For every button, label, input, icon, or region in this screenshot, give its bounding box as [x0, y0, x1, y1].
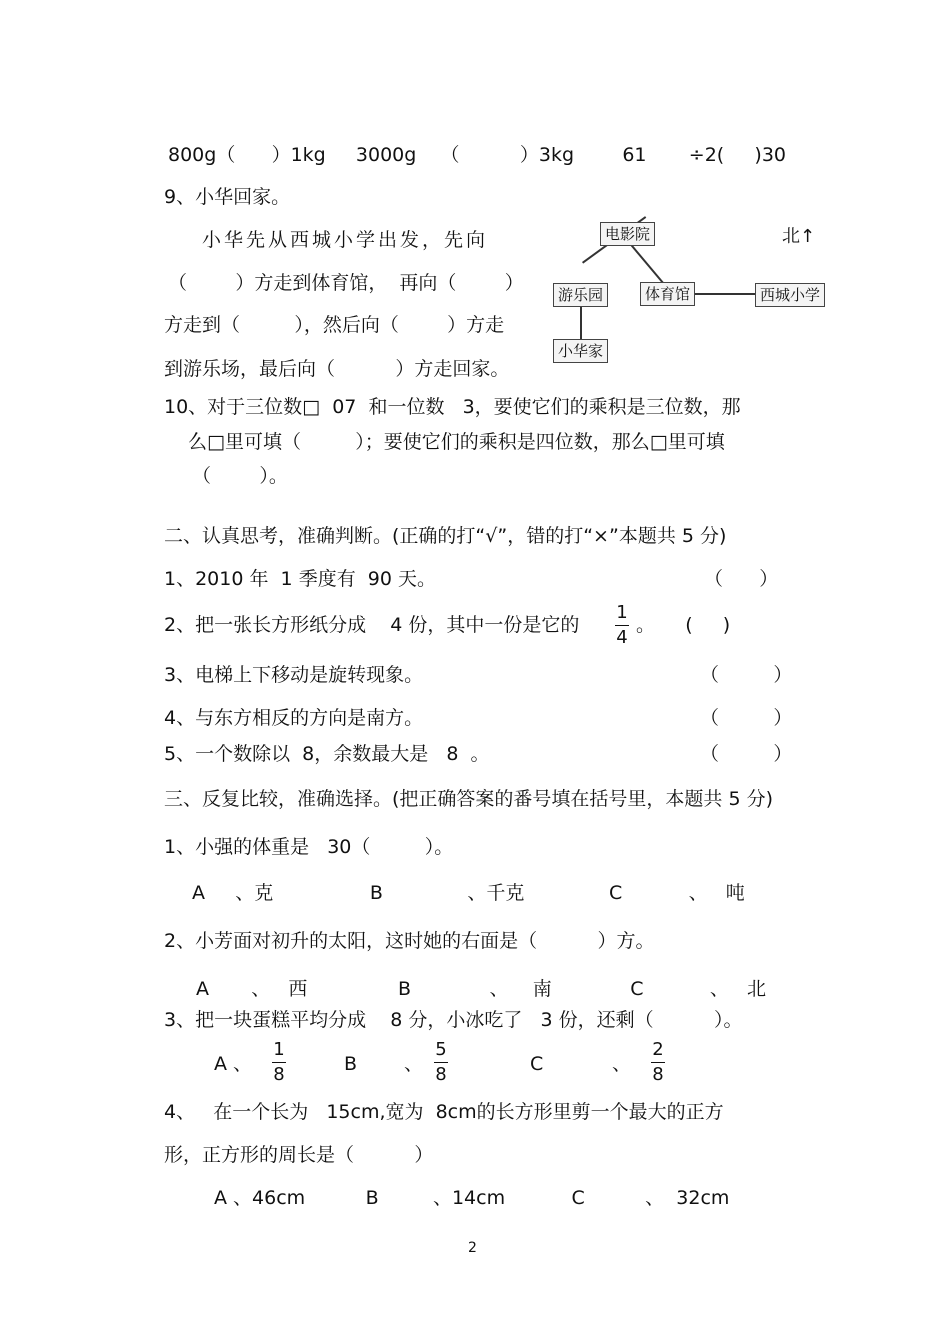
s3-q3-option-c: C — [530, 1053, 544, 1075]
map-line-gym-school — [691, 293, 755, 295]
section-3-title: 三、反复比较，准确选择。(把正确答案的番号填在括号里，本题共 5 分) — [164, 788, 773, 810]
q9-line-3: 方走到（ ），然后向（ ）方走 — [164, 314, 505, 336]
q9-title: 9、小华回家。 — [164, 186, 291, 208]
s2-q2: 2、把一张长方形纸分成 4 份，其中一份是它的 — [164, 614, 580, 636]
map-school: 西城小学 — [755, 283, 825, 307]
s2-q5: 5、一个数除以 8，余数最大是 8 。 — [164, 743, 490, 765]
compare-row: 800g（ ）1kg 3000g （ ）3kg 61 ÷2( )30 — [168, 144, 787, 166]
q10-line-1: 10、对于三位数□ 07 和一位数 3，要使它们的乘积是三位数，那 — [164, 396, 741, 418]
s3-q3-option-a: A 、 — [214, 1053, 253, 1075]
s3-q3-fraction-c: 2 8 — [652, 1039, 664, 1085]
section-2-title: 二、认真思考，准确判断。(正确的打“√”，错的打“×”本题共 5 分) — [164, 525, 727, 547]
direction-map — [548, 214, 828, 364]
s3-q1-options: A 、克 B 、千克 C 、 吨 — [192, 882, 745, 904]
s2-q2-end: 。 ( ) — [636, 614, 731, 636]
s2-q3: 3、电梯上下移动是旋转现象。 — [164, 664, 424, 686]
map-gym: 体育馆 — [640, 282, 695, 306]
map-line-park-home — [580, 306, 582, 340]
s3-q2: 2、小芳面对初升的太阳，这时她的右面是（ ）方。 — [164, 930, 655, 952]
north-arrow-label: 北↑ — [782, 226, 816, 247]
s3-q3-fraction-b: 5 8 — [435, 1039, 447, 1085]
q10-line-3: （ ）。 — [192, 465, 288, 487]
s2-q2-fraction: 1 4 — [616, 602, 628, 648]
s3-q3-option-c-sep: 、 — [612, 1053, 632, 1075]
s3-q1: 1、小强的体重是 30（ ）。 — [164, 836, 454, 858]
q9-line-1: 小华先从西城小学出发，先向 — [202, 229, 489, 251]
s2-q3-paren: （ ） — [700, 664, 793, 686]
map-home: 小华家 — [553, 339, 608, 363]
map-cinema: 电影院 — [600, 222, 655, 246]
s2-q1-paren: （ ） — [704, 568, 779, 590]
s3-q2-options: A 、 西 B 、 南 C 、 北 — [196, 978, 767, 1000]
s3-q3: 3、把一块蛋糕平均分成 8 分，小冰吃了 3 份，还剩（ ）。 — [164, 1009, 743, 1031]
q9-line-2: （ ）方走到体育馆， 再向（ ） — [168, 272, 524, 294]
s2-q4: 4、与东方相反的方向是南方。 — [164, 707, 424, 729]
s3-q4-line-1: 4、 在一个长为 15cm,宽为 8cm的长方形里剪一个最大的正方 — [164, 1101, 724, 1123]
map-line-cinema-gym — [628, 242, 665, 285]
page-number: 2 — [468, 1240, 477, 1256]
s3-q3-option-b: B — [344, 1053, 358, 1075]
q9-line-4: 到游乐场，最后向（ ）方走回家。 — [164, 358, 510, 380]
s3-q3-option-b-sep: 、 — [404, 1053, 424, 1075]
map-park: 游乐园 — [553, 283, 608, 307]
s3-q4-options: A 、46cm B 、14cm C 、 32cm — [214, 1187, 730, 1209]
s2-q4-paren: （ ） — [700, 707, 793, 729]
s3-q3-fraction-a: 1 8 — [273, 1039, 285, 1085]
s2-q5-paren: （ ） — [700, 743, 793, 765]
s3-q4-line-2: 形，正方形的周长是（ ） — [164, 1144, 434, 1166]
q10-line-2: 么□里可填（ ）；要使它们的乘积是四位数，那么□里可填 — [188, 431, 725, 453]
s2-q1: 1、2010 年 1 季度有 90 天。 — [164, 568, 436, 590]
